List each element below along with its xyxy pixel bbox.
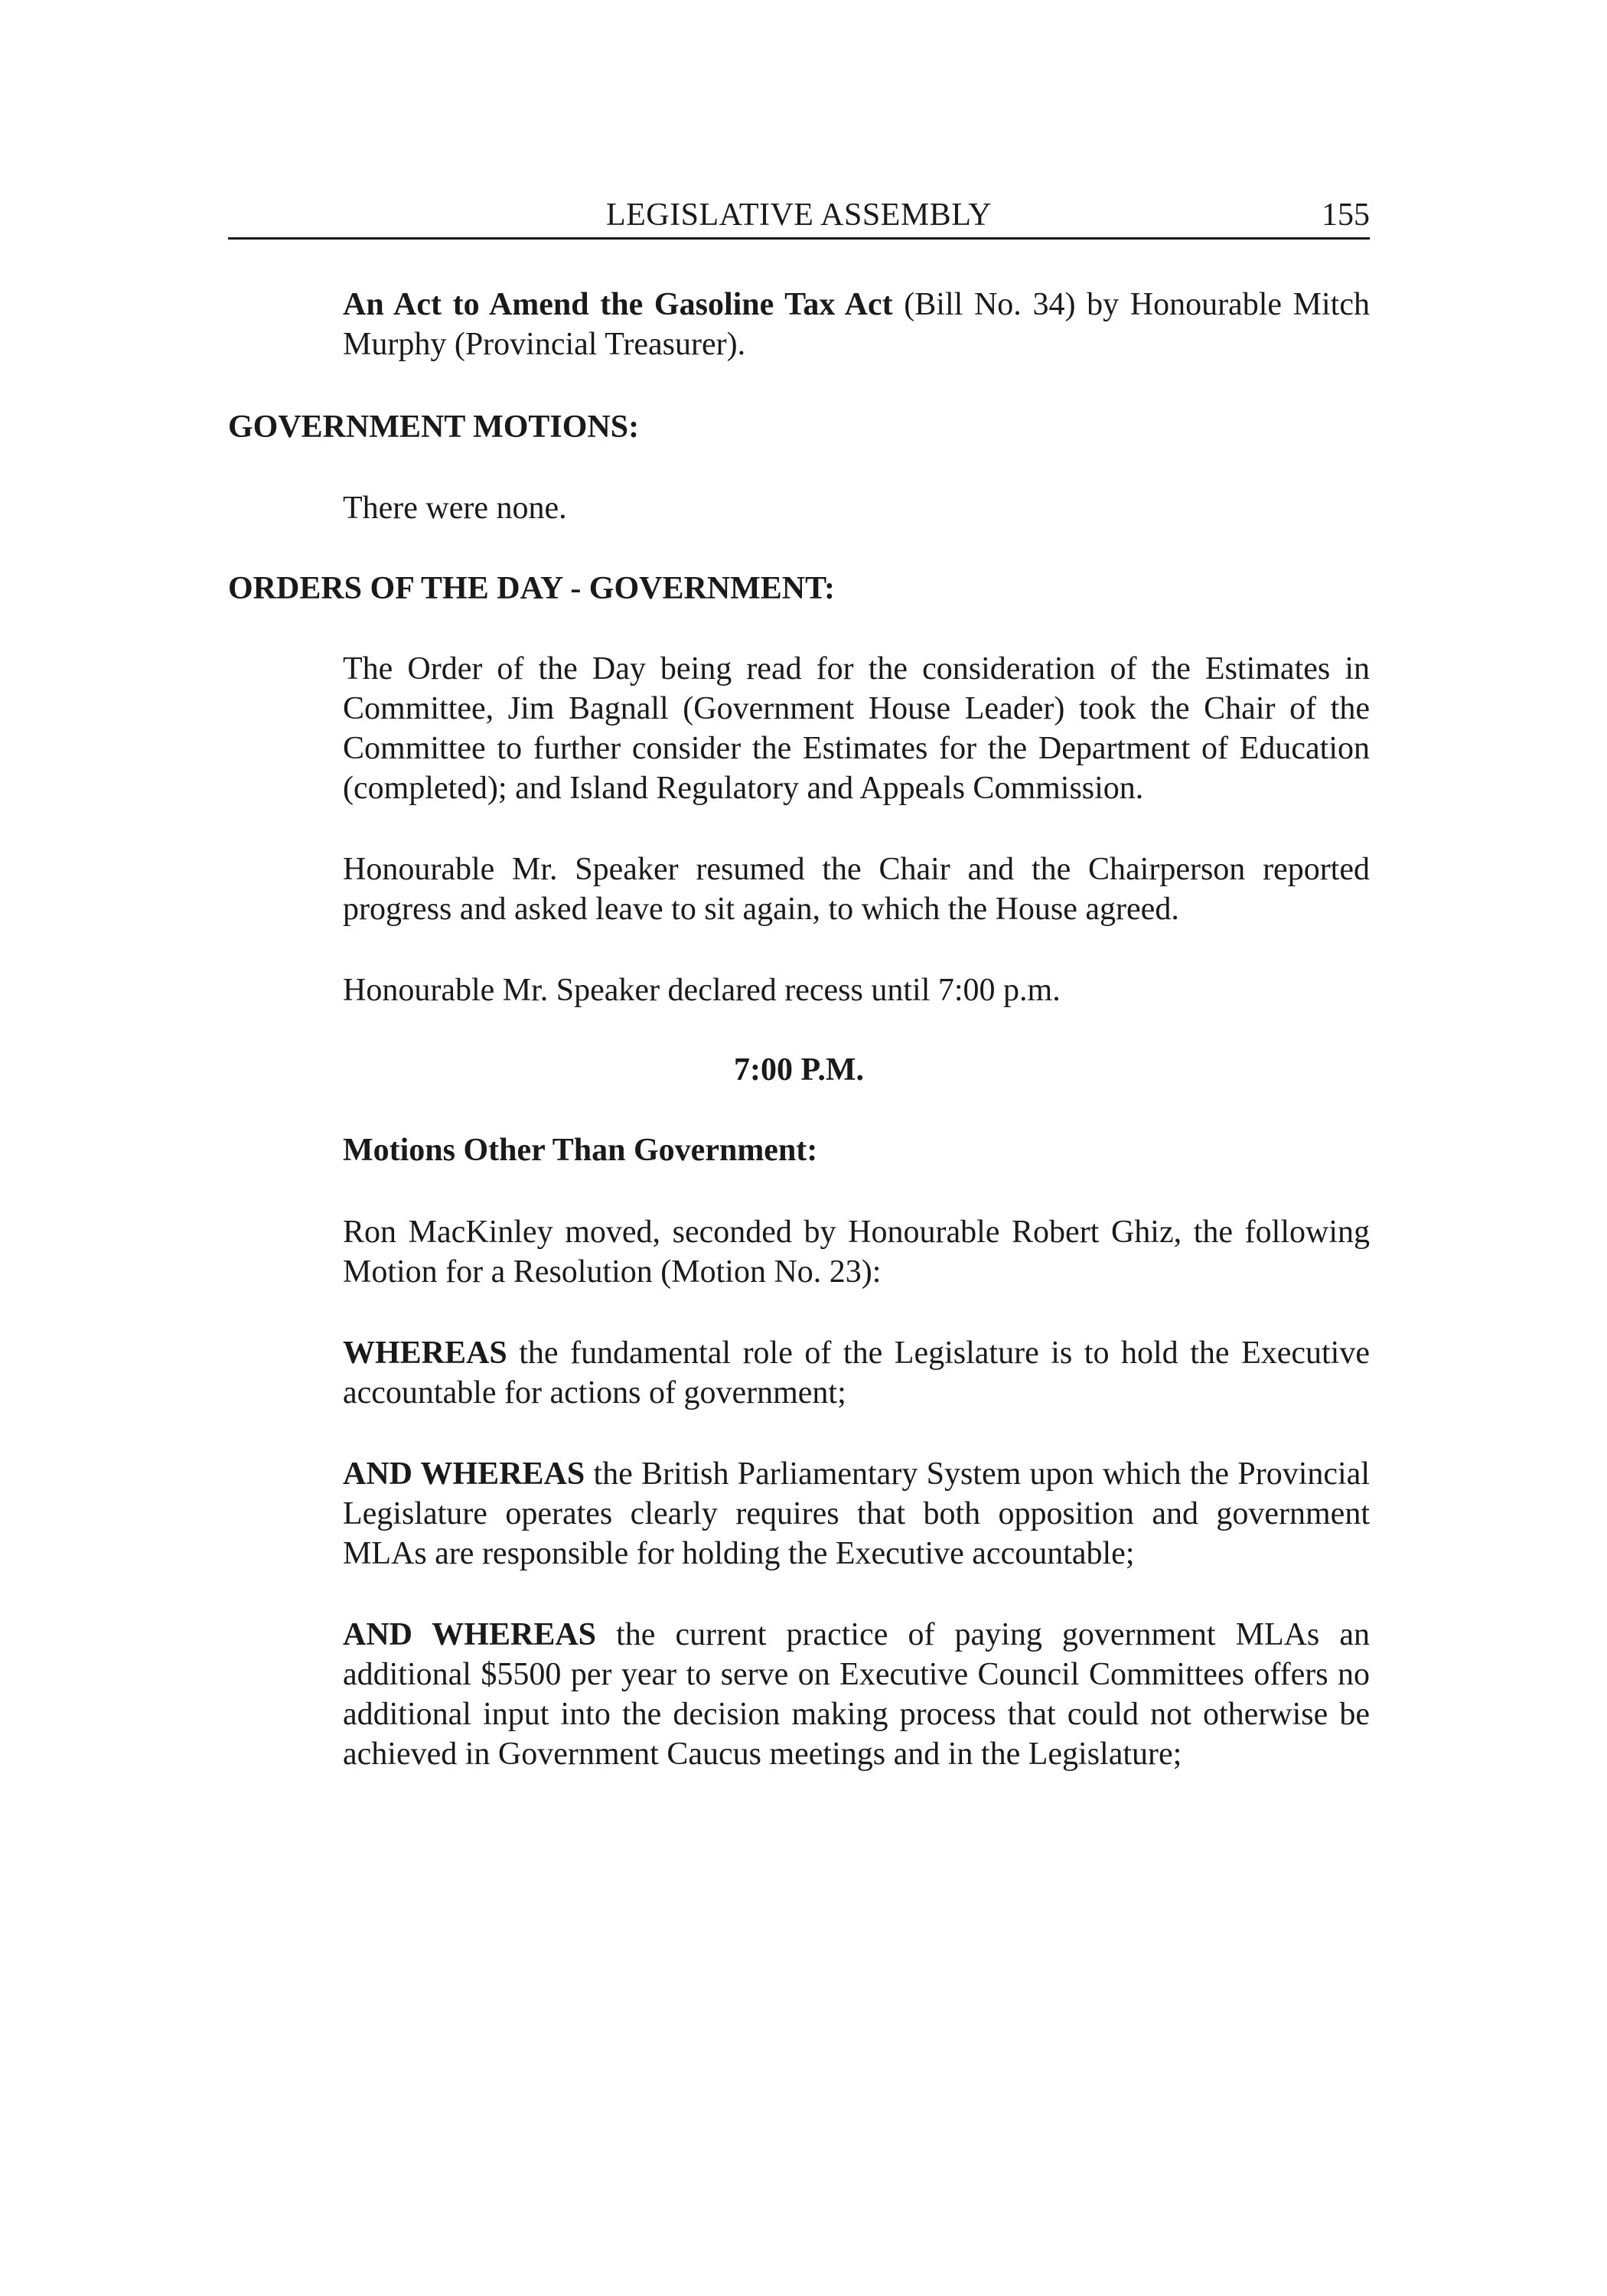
orders-paragraph-3: Honourable Mr. Speaker declared recess until 7:00 p.m. — [343, 973, 1061, 1008]
whereas-text: the fundamental role of the Legislature is to hold the Executive accountable for actions of government; — [343, 1336, 1370, 1411]
bill-details: (Bill No. 34) by Honourable Mitch Murphy (Provincial Treasurer). — [343, 287, 1370, 362]
orders-paragraph-2: Honourable Mr. Speaker resumed the Chair and the Chairperson reported progress and asked leave to sit again, to which the House agreed. — [343, 852, 1370, 927]
whereas-lead: AND WHEREAS — [343, 1617, 597, 1652]
whereas-lead: WHEREAS — [343, 1336, 507, 1371]
page-number: 155 — [1322, 197, 1370, 233]
orders-of-the-day-heading: ORDERS OF THE DAY - GOVERNMENT: — [228, 571, 836, 606]
header-title: LEGISLATIVE ASSEMBLY — [606, 197, 992, 233]
bill-title: An Act to Amend the Gasoline Tax Act — [343, 287, 893, 322]
evening-time-heading: 7:00 P.M. — [734, 1052, 864, 1088]
whereas-clause-1 — [343, 1333, 1370, 1413]
bill-entry — [343, 285, 1370, 364]
government-motions-heading: GOVERNMENT MOTIONS: — [228, 409, 640, 445]
whereas-lead: AND WHEREAS — [343, 1456, 585, 1492]
motion-intro: Ron MacKinley moved, seconded by Honourable Robert Ghiz, the following Motion for a Resolution (Motion No. 23): — [343, 1215, 1370, 1290]
whereas-clause-2 — [343, 1454, 1370, 1574]
motions-other-than-government-heading: Motions Other Than Government: — [343, 1133, 818, 1168]
whereas-clause-3 — [343, 1615, 1370, 1774]
orders-paragraph-1: The Order of the Day being read for the consideration of the Estimates in Committee, Jim Bagnall (Government House Leader) took the Chair of the Committee to further consider the Estimates for the Department of Education (completed); and Island Regulatory and Appeals Commission. — [343, 651, 1370, 806]
whereas-text: the British Parliamentary System upon which the Provincial Legislature operates clearly requires that both opposition and government MLAs are responsible for holding the Executive accountable; — [343, 1456, 1370, 1571]
page-header — [228, 193, 1370, 240]
government-motions-text: There were none. — [343, 491, 567, 526]
whereas-text: the current practice of paying government MLAs an additional $5500 per year to serve on Executive Council Committees offers no additional input into the decision making process that could not otherwise be achieved in Government Caucus meetings and in the Legislature; — [343, 1617, 1370, 1772]
